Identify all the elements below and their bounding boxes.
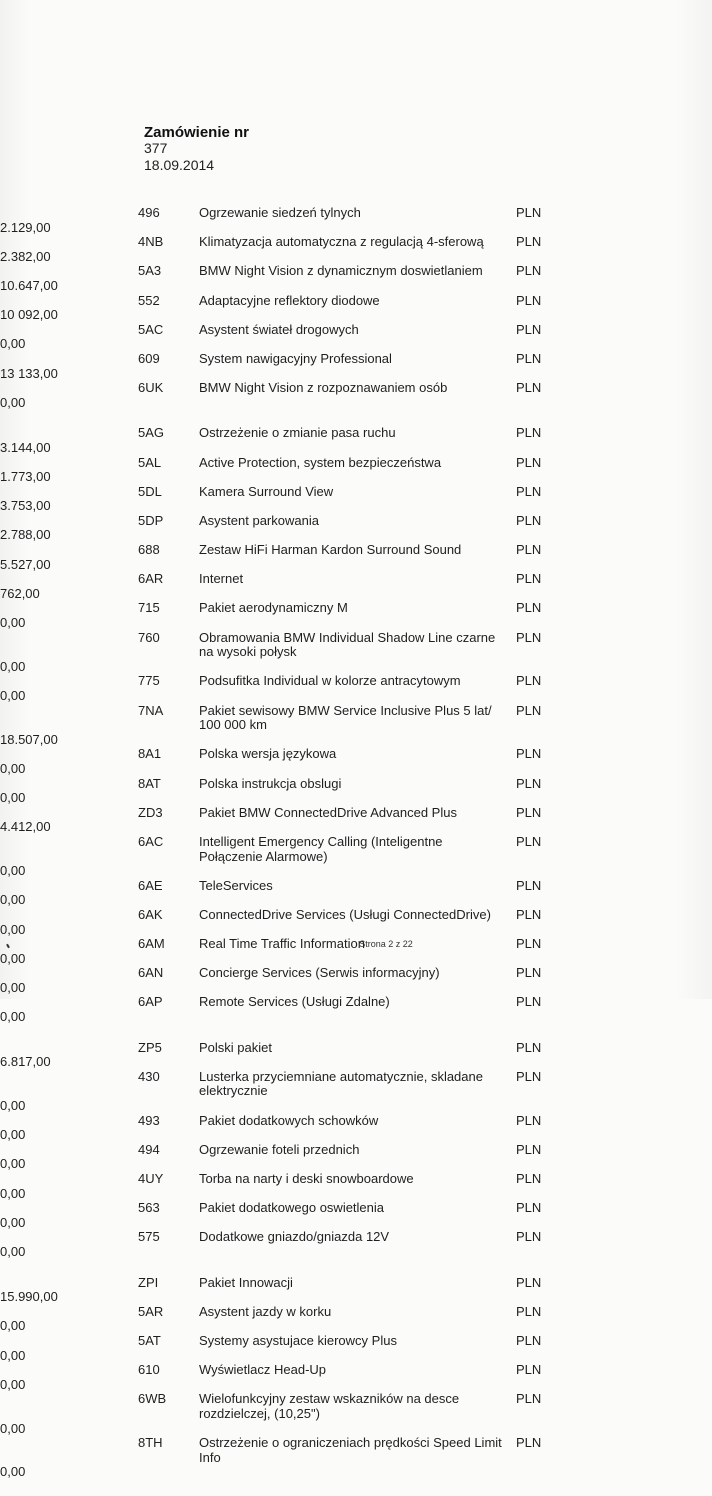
option-currency: PLN bbox=[516, 321, 542, 337]
option-currency: PLN bbox=[516, 454, 542, 470]
option-code: 5AL bbox=[138, 454, 162, 470]
option-code: 430 bbox=[138, 1068, 160, 1084]
option-currency: PLN bbox=[516, 350, 542, 366]
option-currency: PLN bbox=[516, 965, 542, 981]
option-code: 5DL bbox=[138, 483, 162, 499]
option-row bbox=[0, 908, 712, 937]
option-currency: PLN bbox=[516, 994, 542, 1010]
option-row bbox=[0, 485, 712, 514]
option-code: ZPI bbox=[138, 1274, 159, 1290]
option-price: 0,00 bbox=[0, 892, 26, 908]
option-price: 13 133,00 bbox=[0, 365, 58, 381]
option-group bbox=[0, 206, 712, 410]
option-currency: PLN bbox=[516, 746, 542, 762]
option-price: 0,00 bbox=[0, 1009, 26, 1025]
option-currency: PLN bbox=[516, 483, 542, 499]
option-currency: PLN bbox=[516, 205, 542, 220]
option-description: Lusterka przyciemniane automatycznie, skladane elektrycznie bbox=[199, 1068, 483, 1099]
option-row bbox=[0, 1172, 712, 1201]
option-currency: PLN bbox=[516, 600, 542, 616]
option-currency: PLN bbox=[516, 571, 542, 587]
option-currency: PLN bbox=[516, 936, 542, 952]
option-price: 0,00 bbox=[0, 1464, 26, 1480]
option-row bbox=[0, 601, 712, 630]
option-code: ZP5 bbox=[138, 1039, 162, 1055]
option-currency: PLN bbox=[516, 906, 542, 922]
option-description: Concierge Services (Serwis informacyjny) bbox=[199, 965, 440, 981]
option-description: Pakiet Innowacji bbox=[199, 1274, 293, 1290]
option-description: TeleServices bbox=[199, 877, 273, 893]
option-row bbox=[0, 1363, 712, 1392]
option-price: 0,00 bbox=[0, 760, 26, 776]
option-row bbox=[0, 631, 712, 675]
option-description: ConnectedDrive Services (Usługi ConnectedDrive) bbox=[199, 906, 491, 922]
option-price: 15.990,00 bbox=[0, 1289, 58, 1305]
option-price: 0,00 bbox=[0, 1243, 26, 1259]
option-row bbox=[0, 294, 712, 323]
option-row bbox=[0, 1230, 712, 1259]
option-row bbox=[0, 1334, 712, 1363]
option-code: 552 bbox=[138, 292, 160, 308]
option-code: 5AG bbox=[138, 425, 165, 441]
option-code: 6AM bbox=[138, 936, 165, 952]
option-price: 0,00 bbox=[0, 863, 26, 879]
order-date-row bbox=[0, 157, 400, 174]
option-price: 0,00 bbox=[0, 1376, 26, 1392]
option-currency: PLN bbox=[516, 292, 542, 308]
option-description: Real Time Traffic Information bbox=[199, 936, 365, 952]
option-code: 760 bbox=[138, 629, 160, 645]
option-row bbox=[0, 264, 712, 293]
option-code: 6AR bbox=[138, 571, 164, 587]
option-currency: PLN bbox=[516, 702, 542, 718]
option-code: 5DP bbox=[138, 512, 164, 528]
option-code: 496 bbox=[138, 205, 160, 220]
option-row bbox=[0, 206, 712, 235]
option-description: Active Protection, system bezpieczeństwa bbox=[199, 454, 442, 470]
option-currency: PLN bbox=[516, 833, 542, 849]
option-currency: PLN bbox=[516, 1112, 542, 1128]
option-currency: PLN bbox=[516, 234, 542, 250]
option-group bbox=[0, 1041, 712, 1260]
option-price: 10 092,00 bbox=[0, 307, 58, 323]
document-title: Zamówienie nr bbox=[144, 124, 250, 141]
option-description: Torba na narty i deski snowboardowe bbox=[199, 1171, 414, 1186]
option-currency: PLN bbox=[516, 1303, 542, 1319]
option-price: 2.788,00 bbox=[0, 527, 51, 543]
option-currency: PLN bbox=[516, 542, 542, 558]
option-description: Zestaw HiFi Harman Kardon Surround Sound bbox=[199, 542, 462, 558]
option-price: 0,00 bbox=[0, 1127, 26, 1143]
option-code: 688 bbox=[138, 542, 160, 558]
options-list bbox=[0, 206, 712, 1496]
option-currency: PLN bbox=[516, 1362, 542, 1378]
option-currency: PLN bbox=[516, 512, 542, 528]
option-price: 0,00 bbox=[0, 790, 26, 806]
option-description: Wyświetlacz Head-Up bbox=[199, 1362, 327, 1378]
option-row bbox=[0, 1276, 712, 1305]
option-code: 4UY bbox=[138, 1171, 164, 1186]
option-row bbox=[0, 1392, 712, 1436]
option-code: 610 bbox=[138, 1362, 160, 1378]
option-code: 5A3 bbox=[138, 263, 162, 279]
option-code: 6AN bbox=[138, 965, 164, 981]
option-code: 494 bbox=[138, 1141, 160, 1157]
option-currency: PLN bbox=[516, 629, 542, 645]
option-description: Pakiet sewisowy BMW Service Inclusive Plus 5 lat/ 100 000 km bbox=[199, 702, 492, 733]
option-row bbox=[0, 966, 712, 995]
option-currency: PLN bbox=[516, 425, 542, 441]
option-price: 5.527,00 bbox=[0, 556, 51, 572]
option-description: Polska instrukcja obslugi bbox=[199, 775, 342, 791]
option-price: 0,00 bbox=[0, 336, 26, 352]
option-description: Klimatyzacja automatyczna z regulacją 4-sferową bbox=[199, 234, 484, 250]
option-code: 493 bbox=[138, 1112, 160, 1128]
option-currency: PLN bbox=[516, 380, 542, 396]
page-footer bbox=[0, 939, 712, 949]
option-code: 609 bbox=[138, 350, 160, 366]
option-currency: PLN bbox=[516, 1039, 542, 1055]
option-price: 2.129,00 bbox=[0, 219, 51, 235]
option-row bbox=[0, 1436, 712, 1480]
option-row bbox=[0, 1305, 712, 1334]
order-date-value: 18.09.2014 bbox=[144, 157, 215, 173]
option-description: Ogrzewanie foteli przednich bbox=[199, 1141, 360, 1157]
option-row bbox=[0, 1201, 712, 1230]
option-code: 8TH bbox=[138, 1435, 163, 1451]
option-currency: PLN bbox=[516, 1171, 542, 1186]
option-description: Pakiet dodatkowych schowków bbox=[199, 1112, 379, 1128]
option-code: 563 bbox=[138, 1200, 160, 1216]
option-price: 0,00 bbox=[0, 658, 26, 674]
option-currency: PLN bbox=[516, 1391, 542, 1407]
option-price: 18.507,00 bbox=[0, 731, 58, 747]
option-row bbox=[0, 704, 712, 748]
option-price: 10.647,00 bbox=[0, 277, 58, 293]
option-code: 715 bbox=[138, 600, 160, 616]
option-currency: PLN bbox=[516, 1435, 542, 1451]
option-row bbox=[0, 543, 712, 572]
option-row bbox=[0, 747, 712, 776]
option-description: Ostrzeżenie o ograniczeniach prędkości Speed Limit Info bbox=[199, 1435, 502, 1465]
option-description: Remote Services (Usługi Zdalne) bbox=[199, 994, 390, 1010]
option-price: 0,00 bbox=[0, 394, 26, 410]
option-code: 8A1 bbox=[138, 746, 162, 762]
option-row bbox=[0, 674, 712, 703]
option-currency: PLN bbox=[516, 263, 542, 279]
option-code: 6AE bbox=[138, 877, 163, 893]
option-description: Asystent świateł drogowych bbox=[199, 321, 359, 337]
option-currency: PLN bbox=[516, 1141, 542, 1157]
option-price: 0,00 bbox=[0, 1214, 26, 1230]
option-code: 8AT bbox=[138, 775, 161, 791]
option-row bbox=[0, 777, 712, 806]
option-code: 5AC bbox=[138, 321, 164, 337]
page-number: Strona 2 z 22 bbox=[359, 939, 413, 949]
option-price: 0,00 bbox=[0, 688, 26, 703]
option-currency: PLN bbox=[516, 804, 542, 820]
option-currency: PLN bbox=[516, 1229, 542, 1245]
option-description: Adaptacyjne reflektory diodowe bbox=[199, 292, 380, 308]
option-description: Ostrzeżenie o zmianie pasa ruchu bbox=[199, 425, 396, 441]
option-code: 6AP bbox=[138, 994, 163, 1010]
option-description: Polski pakiet bbox=[199, 1039, 272, 1055]
option-description: Wielofunkcyjny zestaw wskazników na desce rozdzielczej, (10,25") bbox=[199, 1391, 460, 1421]
option-currency: PLN bbox=[516, 1068, 542, 1084]
option-description: Kamera Surround View bbox=[199, 483, 334, 499]
option-row bbox=[0, 1070, 712, 1114]
order-number-row bbox=[0, 140, 400, 157]
option-code: 775 bbox=[138, 673, 160, 689]
option-price: 0,00 bbox=[0, 921, 26, 937]
option-code: 7NA bbox=[138, 702, 164, 718]
option-description: Podsufitka Individual w kolorze antracytowym bbox=[199, 673, 461, 689]
option-code: 6AC bbox=[138, 833, 164, 849]
option-row bbox=[0, 1041, 712, 1070]
option-row bbox=[0, 806, 712, 835]
option-price: 3.753,00 bbox=[0, 498, 51, 514]
option-currency: PLN bbox=[516, 673, 542, 689]
option-row bbox=[0, 879, 712, 908]
option-description: Pakiet dodatkowego oswietlenia bbox=[199, 1200, 385, 1216]
option-code: ZD3 bbox=[138, 804, 163, 820]
option-description: Systemy asystujace kierowcy Plus bbox=[199, 1332, 397, 1348]
option-code: 6WB bbox=[138, 1391, 167, 1407]
option-row bbox=[0, 456, 712, 485]
option-code: 4NB bbox=[138, 234, 164, 250]
option-price: 0,00 bbox=[0, 1098, 26, 1114]
option-price: 4.412,00 bbox=[0, 819, 51, 835]
option-group bbox=[0, 426, 712, 1024]
option-row bbox=[0, 381, 712, 410]
option-description: BMW Night Vision z dynamicznym doswietlaniem bbox=[199, 263, 483, 279]
option-row bbox=[0, 235, 712, 264]
option-price: 0,00 bbox=[0, 1156, 26, 1172]
option-price: 0,00 bbox=[0, 1347, 26, 1363]
order-number-value: 377 bbox=[144, 140, 168, 156]
option-currency: PLN bbox=[516, 1200, 542, 1216]
option-description: BMW Night Vision z rozpoznawaniem osób bbox=[199, 380, 448, 396]
option-price: 1.773,00 bbox=[0, 469, 51, 485]
option-description: Asystent jazdy w korku bbox=[199, 1303, 332, 1319]
option-description: Obramowania BMW Individual Shadow Line czarne na wysoki połysk bbox=[199, 629, 496, 660]
option-price: 0,00 bbox=[0, 1420, 26, 1436]
option-description: Ogrzewanie siedzeń tylnych bbox=[199, 205, 361, 220]
option-code: 5AR bbox=[138, 1303, 164, 1319]
option-description: Polska wersja językowa bbox=[199, 746, 337, 762]
option-row bbox=[0, 352, 712, 381]
option-price: 0,00 bbox=[0, 950, 26, 966]
option-description: Intelligent Emergency Calling (Inteligentne Połączenie Alarmowe) bbox=[199, 833, 443, 864]
option-description: Dodatkowe gniazdo/gniazda 12V bbox=[199, 1229, 390, 1245]
option-description: Asystent parkowania bbox=[199, 512, 319, 528]
option-currency: PLN bbox=[516, 1274, 542, 1290]
option-row bbox=[0, 323, 712, 352]
option-row bbox=[0, 1114, 712, 1143]
option-description: Pakiet aerodynamiczny M bbox=[199, 600, 348, 616]
option-currency: PLN bbox=[516, 1332, 542, 1348]
option-price: 0,00 bbox=[0, 1185, 26, 1201]
option-price: 6.817,00 bbox=[0, 1054, 51, 1070]
option-description: Internet bbox=[199, 571, 244, 587]
option-code: 6UK bbox=[138, 380, 164, 396]
option-price: 0,00 bbox=[0, 615, 26, 631]
option-description: System nawigacyjny Professional bbox=[199, 350, 392, 366]
option-row bbox=[0, 514, 712, 543]
option-row bbox=[0, 835, 712, 879]
option-code: 575 bbox=[138, 1229, 160, 1245]
option-price: 762,00 bbox=[0, 585, 40, 601]
option-price: 0,00 bbox=[0, 1318, 26, 1334]
option-price: 2.382,00 bbox=[0, 248, 51, 264]
option-price: 0,00 bbox=[0, 979, 26, 995]
option-description: Pakiet BMW ConnectedDrive Advanced Plus bbox=[199, 804, 457, 820]
option-row bbox=[0, 995, 712, 1024]
option-row bbox=[0, 572, 712, 601]
option-currency: PLN bbox=[516, 775, 542, 791]
option-code: 5AT bbox=[138, 1332, 161, 1348]
option-currency: PLN bbox=[516, 877, 542, 893]
option-code: 6AK bbox=[138, 906, 163, 922]
option-group bbox=[0, 1276, 712, 1480]
option-row bbox=[0, 1143, 712, 1172]
option-row bbox=[0, 426, 712, 455]
option-price: 3.144,00 bbox=[0, 439, 51, 455]
